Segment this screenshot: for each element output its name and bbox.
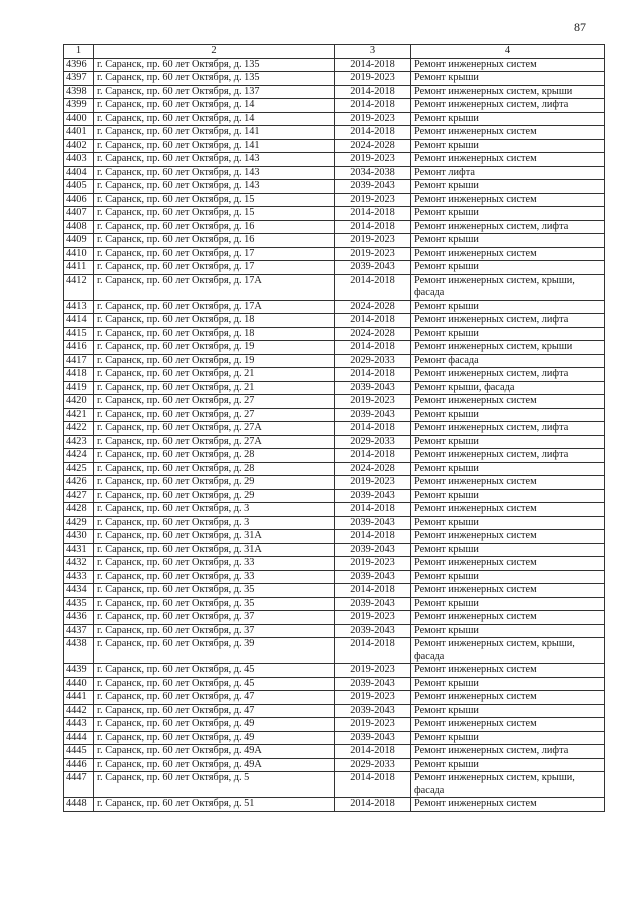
period-cell: 2019-2023 [335, 247, 411, 261]
page-number: 87 [574, 20, 586, 34]
work-type-cell: Ремонт инженерных систем [411, 611, 605, 625]
row-number-cell: 4433 [64, 570, 94, 584]
work-type-cell: Ремонт крыши [411, 139, 605, 153]
address-cell: г. Саранск, пр. 60 лет Октября, д. 29 [94, 489, 335, 503]
table-row [64, 557, 605, 571]
table-row [64, 449, 605, 463]
work-type-cell: Ремонт крыши [411, 489, 605, 503]
address-cell: г. Саранск, пр. 60 лет Октября, д. 143 [94, 153, 335, 167]
address-cell: г. Саранск, пр. 60 лет Октября, д. 17 [94, 247, 335, 261]
table-row [64, 193, 605, 207]
row-number-cell: 4445 [64, 745, 94, 759]
table-row [64, 139, 605, 153]
work-type-cell: Ремонт крыши [411, 327, 605, 341]
work-type-cell: Ремонт инженерных систем [411, 58, 605, 72]
row-number-cell: 4410 [64, 247, 94, 261]
work-type-cell: Ремонт крыши [411, 207, 605, 221]
row-number-cell: 4434 [64, 584, 94, 598]
period-cell: 2014-2018 [335, 368, 411, 382]
address-cell: г. Саранск, пр. 60 лет Октября, д. 47 [94, 704, 335, 718]
period-cell: 2019-2023 [335, 557, 411, 571]
address-cell: г. Саранск, пр. 60 лет Октября, д. 135 [94, 58, 335, 72]
work-type-cell: Ремонт крыши [411, 180, 605, 194]
period-cell: 2019-2023 [335, 153, 411, 167]
table-row [64, 758, 605, 772]
table-row [64, 368, 605, 382]
address-cell: г. Саранск, пр. 60 лет Октября, д. 49А [94, 745, 335, 759]
row-number-cell: 4437 [64, 624, 94, 638]
row-number-cell: 4416 [64, 341, 94, 355]
period-cell: 2019-2023 [335, 234, 411, 248]
address-cell: г. Саранск, пр. 60 лет Октября, д. 19 [94, 354, 335, 368]
period-cell: 2014-2018 [335, 530, 411, 544]
address-cell: г. Саранск, пр. 60 лет Октября, д. 28 [94, 449, 335, 463]
row-number-cell: 4396 [64, 58, 94, 72]
period-cell: 2014-2018 [335, 772, 411, 798]
table-row [64, 435, 605, 449]
row-number-cell: 4401 [64, 126, 94, 140]
row-number-cell: 4415 [64, 327, 94, 341]
period-cell: 2024-2028 [335, 139, 411, 153]
work-type-cell: Ремонт крыши [411, 516, 605, 530]
address-cell: г. Саранск, пр. 60 лет Октября, д. 21 [94, 368, 335, 382]
work-type-cell: Ремонт инженерных систем, лифта [411, 99, 605, 113]
table-row [64, 408, 605, 422]
row-number-cell: 4398 [64, 85, 94, 99]
address-cell: г. Саранск, пр. 60 лет Октября, д. 35 [94, 597, 335, 611]
work-type-cell: Ремонт крыши [411, 543, 605, 557]
period-cell: 2039-2043 [335, 261, 411, 275]
period-cell: 2014-2018 [335, 126, 411, 140]
address-cell: г. Саранск, пр. 60 лет Октября, д. 47 [94, 691, 335, 705]
table-row [64, 543, 605, 557]
period-cell: 2014-2018 [335, 745, 411, 759]
work-type-cell: Ремонт крыши [411, 300, 605, 314]
period-cell: 2014-2018 [335, 207, 411, 221]
period-cell: 2039-2043 [335, 624, 411, 638]
work-type-cell: Ремонт инженерных систем [411, 153, 605, 167]
work-type-cell: Ремонт крыши [411, 462, 605, 476]
table-row [64, 516, 605, 530]
work-type-cell: Ремонт крыши [411, 261, 605, 275]
table-row [64, 597, 605, 611]
row-number-cell: 4428 [64, 503, 94, 517]
period-cell: 2039-2043 [335, 570, 411, 584]
row-number-cell: 4435 [64, 597, 94, 611]
table-row [64, 624, 605, 638]
row-number-cell: 4440 [64, 677, 94, 691]
address-cell: г. Саранск, пр. 60 лет Октября, д. 14 [94, 112, 335, 126]
period-cell: 2039-2043 [335, 704, 411, 718]
address-cell: г. Саранск, пр. 60 лет Октября, д. 45 [94, 677, 335, 691]
period-cell: 2039-2043 [335, 489, 411, 503]
row-number-cell: 4438 [64, 638, 94, 664]
work-type-cell: Ремонт инженерных систем, крыши, фасада [411, 638, 605, 664]
address-cell: г. Саранск, пр. 60 лет Октября, д. 17 [94, 261, 335, 275]
address-cell: г. Саранск, пр. 60 лет Октября, д. 137 [94, 85, 335, 99]
table-row [64, 300, 605, 314]
table-row [64, 314, 605, 328]
row-number-cell: 4414 [64, 314, 94, 328]
table-row [64, 530, 605, 544]
row-number-cell: 4407 [64, 207, 94, 221]
work-type-cell: Ремонт инженерных систем, крыши, фасада [411, 274, 605, 300]
table-row [64, 704, 605, 718]
table-row [64, 745, 605, 759]
row-number-cell: 4405 [64, 180, 94, 194]
address-cell: г. Саранск, пр. 60 лет Октября, д. 49 [94, 718, 335, 732]
address-cell: г. Саранск, пр. 60 лет Октября, д. 39 [94, 638, 335, 664]
address-cell: г. Саранск, пр. 60 лет Октября, д. 35 [94, 584, 335, 598]
work-type-cell: Ремонт лифта [411, 166, 605, 180]
work-type-cell: Ремонт инженерных систем, лифта [411, 220, 605, 234]
address-cell: г. Саранск, пр. 60 лет Октября, д. 143 [94, 166, 335, 180]
table-row [64, 112, 605, 126]
work-type-cell: Ремонт инженерных систем, лифта [411, 449, 605, 463]
repair-schedule-table [63, 44, 605, 812]
work-type-cell: Ремонт инженерных систем, лифта [411, 314, 605, 328]
row-number-cell: 4403 [64, 153, 94, 167]
period-cell: 2014-2018 [335, 341, 411, 355]
column-header-1: 1 [64, 45, 94, 59]
row-number-cell: 4420 [64, 395, 94, 409]
address-cell: г. Саранск, пр. 60 лет Октября, д. 14 [94, 99, 335, 113]
period-cell: 2019-2023 [335, 193, 411, 207]
work-type-cell: Ремонт крыши [411, 72, 605, 86]
address-cell: г. Саранск, пр. 60 лет Октября, д. 141 [94, 126, 335, 140]
work-type-cell: Ремонт инженерных систем, крыши [411, 341, 605, 355]
work-type-cell: Ремонт инженерных систем [411, 503, 605, 517]
row-number-cell: 4422 [64, 422, 94, 436]
row-number-cell: 4446 [64, 758, 94, 772]
period-cell: 2039-2043 [335, 731, 411, 745]
work-type-cell: Ремонт инженерных систем [411, 584, 605, 598]
table-row [64, 489, 605, 503]
row-number-cell: 4402 [64, 139, 94, 153]
row-number-cell: 4418 [64, 368, 94, 382]
table-row [64, 126, 605, 140]
work-type-cell: Ремонт крыши [411, 234, 605, 248]
address-cell: г. Саранск, пр. 60 лет Октября, д. 37 [94, 611, 335, 625]
row-number-cell: 4427 [64, 489, 94, 503]
table-row [64, 584, 605, 598]
period-cell: 2039-2043 [335, 408, 411, 422]
period-cell: 2019-2023 [335, 395, 411, 409]
work-type-cell: Ремонт инженерных систем, лифта [411, 422, 605, 436]
table-row [64, 718, 605, 732]
header-row [64, 45, 605, 59]
table-row [64, 503, 605, 517]
period-cell: 2014-2018 [335, 99, 411, 113]
work-type-cell: Ремонт инженерных систем [411, 718, 605, 732]
period-cell: 2014-2018 [335, 314, 411, 328]
table-row [64, 772, 605, 798]
work-type-cell: Ремонт инженерных систем [411, 557, 605, 571]
period-cell: 2019-2023 [335, 72, 411, 86]
table-row [64, 327, 605, 341]
address-cell: г. Саранск, пр. 60 лет Октября, д. 3 [94, 503, 335, 517]
period-cell: 2024-2028 [335, 462, 411, 476]
table-row [64, 72, 605, 86]
table-row [64, 462, 605, 476]
row-number-cell: 4429 [64, 516, 94, 530]
address-cell: г. Саранск, пр. 60 лет Октября, д. 15 [94, 207, 335, 221]
table-row [64, 611, 605, 625]
row-number-cell: 4417 [64, 354, 94, 368]
work-type-cell: Ремонт инженерных систем [411, 530, 605, 544]
period-cell: 2019-2023 [335, 112, 411, 126]
table-row [64, 234, 605, 248]
address-cell: г. Саранск, пр. 60 лет Октября, д. 27А [94, 422, 335, 436]
row-number-cell: 4425 [64, 462, 94, 476]
address-cell: г. Саранск, пр. 60 лет Октября, д. 45 [94, 664, 335, 678]
address-cell: г. Саранск, пр. 60 лет Октября, д. 27А [94, 435, 335, 449]
table-row [64, 691, 605, 705]
period-cell: 2014-2018 [335, 584, 411, 598]
work-type-cell: Ремонт инженерных систем, лифта [411, 368, 605, 382]
work-type-cell: Ремонт инженерных систем [411, 193, 605, 207]
address-cell: г. Саранск, пр. 60 лет Октября, д. 19 [94, 341, 335, 355]
work-type-cell: Ремонт крыши [411, 597, 605, 611]
column-header-4: 4 [411, 45, 605, 59]
row-number-cell: 4412 [64, 274, 94, 300]
row-number-cell: 4436 [64, 611, 94, 625]
period-cell: 2019-2023 [335, 718, 411, 732]
row-number-cell: 4447 [64, 772, 94, 798]
period-cell: 2039-2043 [335, 543, 411, 557]
address-cell: г. Саранск, пр. 60 лет Октября, д. 15 [94, 193, 335, 207]
period-cell: 2039-2043 [335, 677, 411, 691]
table-row [64, 638, 605, 664]
work-type-cell: Ремонт крыши [411, 624, 605, 638]
row-number-cell: 4439 [64, 664, 94, 678]
row-number-cell: 4431 [64, 543, 94, 557]
period-cell: 2024-2028 [335, 327, 411, 341]
table-header [64, 45, 605, 59]
work-type-cell: Ремонт инженерных систем, крыши, фасада [411, 772, 605, 798]
period-cell: 2014-2018 [335, 274, 411, 300]
work-type-cell: Ремонт инженерных систем [411, 247, 605, 261]
period-cell: 2014-2018 [335, 58, 411, 72]
row-number-cell: 4424 [64, 449, 94, 463]
work-type-cell: Ремонт крыши, фасада [411, 381, 605, 395]
row-number-cell: 4397 [64, 72, 94, 86]
table-row [64, 677, 605, 691]
address-cell: г. Саранск, пр. 60 лет Октября, д. 135 [94, 72, 335, 86]
table-row [64, 354, 605, 368]
address-cell: г. Саранск, пр. 60 лет Октября, д. 37 [94, 624, 335, 638]
work-type-cell: Ремонт крыши [411, 435, 605, 449]
table-row [64, 664, 605, 678]
address-cell: г. Саранск, пр. 60 лет Октября, д. 27 [94, 408, 335, 422]
row-number-cell: 4423 [64, 435, 94, 449]
period-cell: 2039-2043 [335, 516, 411, 530]
address-cell: г. Саранск, пр. 60 лет Октября, д. 21 [94, 381, 335, 395]
period-cell: 2024-2028 [335, 300, 411, 314]
period-cell: 2019-2023 [335, 611, 411, 625]
table-row [64, 381, 605, 395]
table-row [64, 220, 605, 234]
table-row [64, 395, 605, 409]
table-row [64, 180, 605, 194]
row-number-cell: 4448 [64, 798, 94, 812]
column-header-2: 2 [94, 45, 335, 59]
column-header-3: 3 [335, 45, 411, 59]
address-cell: г. Саранск, пр. 60 лет Октября, д. 33 [94, 557, 335, 571]
table-row [64, 85, 605, 99]
work-type-cell: Ремонт крыши [411, 570, 605, 584]
period-cell: 2019-2023 [335, 691, 411, 705]
row-number-cell: 4444 [64, 731, 94, 745]
work-type-cell: Ремонт инженерных систем [411, 476, 605, 490]
table-row [64, 570, 605, 584]
table-row [64, 341, 605, 355]
period-cell: 2039-2043 [335, 381, 411, 395]
period-cell: 2029-2033 [335, 354, 411, 368]
row-number-cell: 4426 [64, 476, 94, 490]
period-cell: 2039-2043 [335, 597, 411, 611]
work-type-cell: Ремонт крыши [411, 112, 605, 126]
row-number-cell: 4399 [64, 99, 94, 113]
period-cell: 2014-2018 [335, 449, 411, 463]
row-number-cell: 4413 [64, 300, 94, 314]
period-cell: 2014-2018 [335, 220, 411, 234]
table-row [64, 99, 605, 113]
address-cell: г. Саранск, пр. 60 лет Октября, д. 141 [94, 139, 335, 153]
row-number-cell: 4408 [64, 220, 94, 234]
period-cell: 2014-2018 [335, 503, 411, 517]
address-cell: г. Саранск, пр. 60 лет Октября, д. 17А [94, 300, 335, 314]
period-cell: 2034-2038 [335, 166, 411, 180]
work-type-cell: Ремонт инженерных систем, крыши [411, 85, 605, 99]
address-cell: г. Саранск, пр. 60 лет Октября, д. 49А [94, 758, 335, 772]
address-cell: г. Саранск, пр. 60 лет Октября, д. 31А [94, 530, 335, 544]
address-cell: г. Саранск, пр. 60 лет Октября, д. 51 [94, 798, 335, 812]
period-cell: 2039-2043 [335, 180, 411, 194]
address-cell: г. Саранск, пр. 60 лет Октября, д. 16 [94, 234, 335, 248]
address-cell: г. Саранск, пр. 60 лет Октября, д. 27 [94, 395, 335, 409]
work-type-cell: Ремонт фасада [411, 354, 605, 368]
row-number-cell: 4442 [64, 704, 94, 718]
table-row [64, 261, 605, 275]
row-number-cell: 4409 [64, 234, 94, 248]
address-cell: г. Саранск, пр. 60 лет Октября, д. 143 [94, 180, 335, 194]
row-number-cell: 4404 [64, 166, 94, 180]
work-type-cell: Ремонт инженерных систем [411, 395, 605, 409]
table-row [64, 731, 605, 745]
work-type-cell: Ремонт инженерных систем [411, 798, 605, 812]
address-cell: г. Саранск, пр. 60 лет Октября, д. 18 [94, 327, 335, 341]
work-type-cell: Ремонт инженерных систем [411, 664, 605, 678]
table-row [64, 247, 605, 261]
row-number-cell: 4406 [64, 193, 94, 207]
period-cell: 2014-2018 [335, 638, 411, 664]
address-cell: г. Саранск, пр. 60 лет Октября, д. 29 [94, 476, 335, 490]
row-number-cell: 4432 [64, 557, 94, 571]
period-cell: 2014-2018 [335, 798, 411, 812]
address-cell: г. Саранск, пр. 60 лет Октября, д. 17А [94, 274, 335, 300]
period-cell: 2014-2018 [335, 422, 411, 436]
work-type-cell: Ремонт инженерных систем, лифта [411, 745, 605, 759]
work-type-cell: Ремонт крыши [411, 677, 605, 691]
work-type-cell: Ремонт крыши [411, 408, 605, 422]
table-row [64, 207, 605, 221]
table-row [64, 58, 605, 72]
address-cell: г. Саранск, пр. 60 лет Октября, д. 3 [94, 516, 335, 530]
row-number-cell: 4400 [64, 112, 94, 126]
row-number-cell: 4421 [64, 408, 94, 422]
address-cell: г. Саранск, пр. 60 лет Октября, д. 31А [94, 543, 335, 557]
table-row [64, 476, 605, 490]
row-number-cell: 4419 [64, 381, 94, 395]
row-number-cell: 4441 [64, 691, 94, 705]
work-type-cell: Ремонт крыши [411, 731, 605, 745]
address-cell: г. Саранск, пр. 60 лет Октября, д. 33 [94, 570, 335, 584]
period-cell: 2029-2033 [335, 758, 411, 772]
address-cell: г. Саранск, пр. 60 лет Октября, д. 28 [94, 462, 335, 476]
work-type-cell: Ремонт крыши [411, 704, 605, 718]
table-row [64, 422, 605, 436]
work-type-cell: Ремонт инженерных систем [411, 691, 605, 705]
table-row [64, 153, 605, 167]
address-cell: г. Саранск, пр. 60 лет Октября, д. 18 [94, 314, 335, 328]
address-cell: г. Саранск, пр. 60 лет Октября, д. 5 [94, 772, 335, 798]
work-type-cell: Ремонт крыши [411, 758, 605, 772]
period-cell: 2029-2033 [335, 435, 411, 449]
address-cell: г. Саранск, пр. 60 лет Октября, д. 49 [94, 731, 335, 745]
address-cell: г. Саранск, пр. 60 лет Октября, д. 16 [94, 220, 335, 234]
table-row [64, 798, 605, 812]
table-body [64, 58, 605, 811]
period-cell: 2014-2018 [335, 85, 411, 99]
table-row [64, 166, 605, 180]
period-cell: 2019-2023 [335, 664, 411, 678]
row-number-cell: 4430 [64, 530, 94, 544]
row-number-cell: 4411 [64, 261, 94, 275]
row-number-cell: 4443 [64, 718, 94, 732]
work-type-cell: Ремонт инженерных систем [411, 126, 605, 140]
period-cell: 2019-2023 [335, 476, 411, 490]
table-row [64, 274, 605, 300]
